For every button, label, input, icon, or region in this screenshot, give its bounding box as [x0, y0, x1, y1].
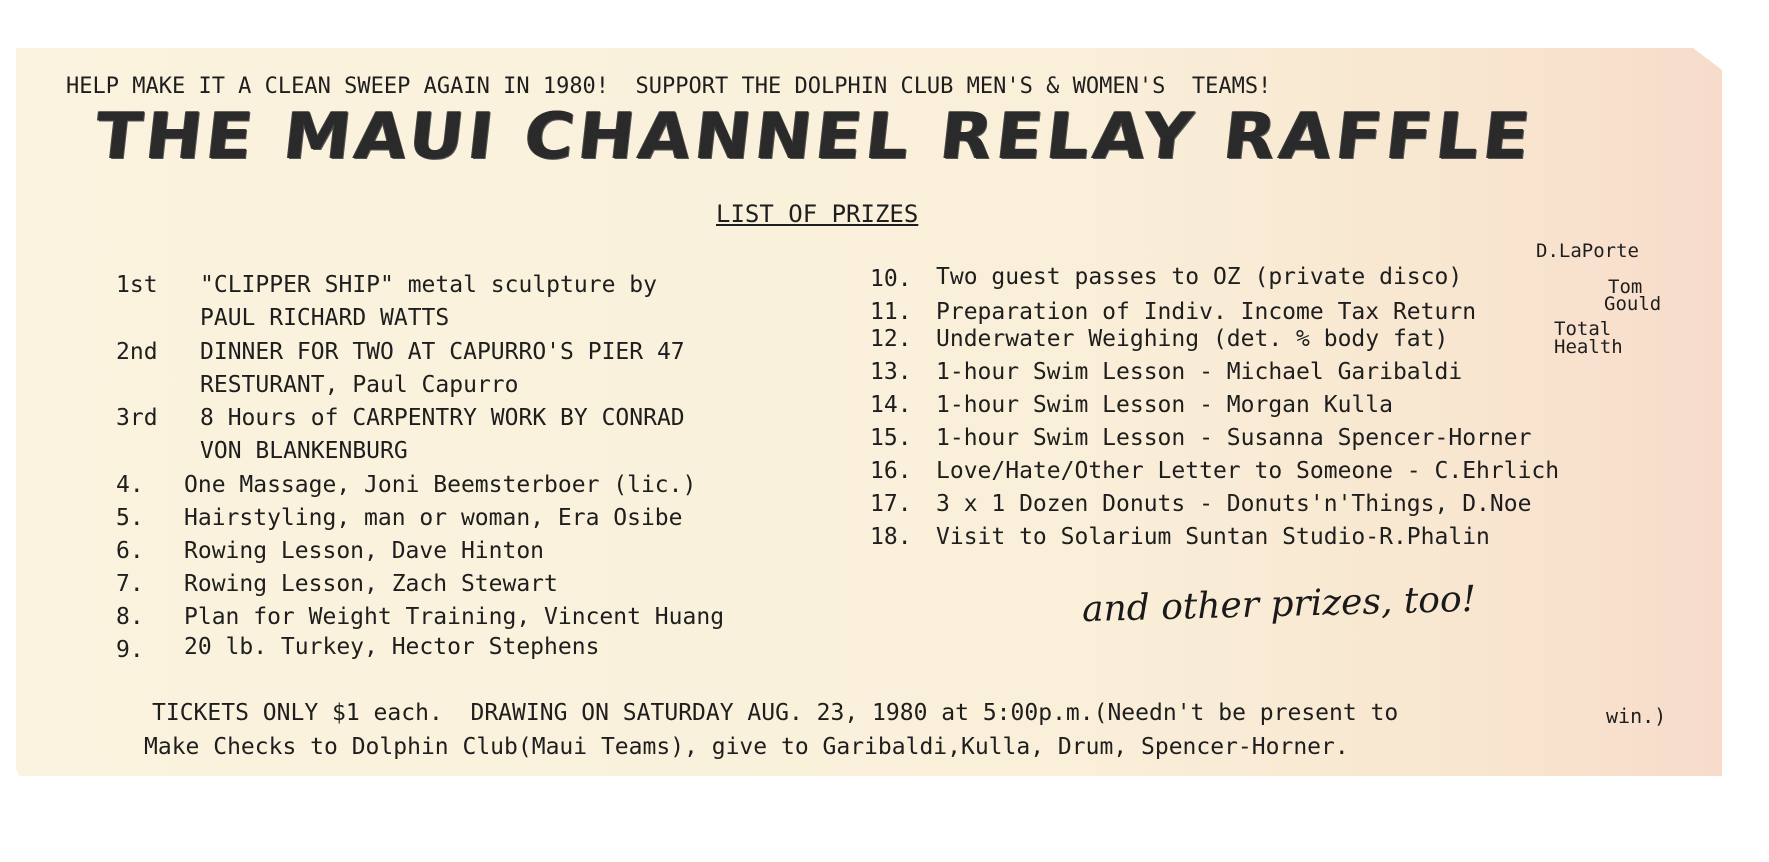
prize-2-line2: RESTURANT, Paul Capurro [200, 372, 519, 398]
prize-17-text: 3 x 1 Dozen Donuts - Donuts'n'Things, D.Noe [936, 491, 1532, 517]
top-slogan: HELP MAKE IT A CLEAN SWEEP AGAIN IN 1980! SUPPORT THE DOLPHIN CLUB MEN'S & WOMEN'S TEAMS! [66, 74, 1272, 99]
prize-9-text: 20 lb. Turkey, Hector Stephens [184, 634, 600, 660]
prize-14-text: 1-hour Swim Lesson - Morgan Kulla [936, 392, 1393, 418]
prize-15-text: 1-hour Swim Lesson - Susanna Spencer-Horner [936, 425, 1532, 451]
prize-5-number: 5. [116, 505, 144, 531]
prize-10-number: 10. [870, 266, 912, 292]
note-laporte: D.LaPorte [1536, 240, 1639, 262]
prize-3-line1: 8 Hours of CARPENTRY WORK BY CONRAD [200, 405, 685, 431]
handwritten-note: and other prizes, too! [1081, 578, 1477, 631]
prize-6-number: 6. [116, 538, 144, 564]
prize-1-number: 1st [116, 272, 158, 298]
prize-15-number: 15. [870, 425, 912, 451]
prize-13-number: 13. [870, 359, 912, 385]
prize-2-line1: DINNER FOR TWO AT CAPURRO'S PIER 47 [200, 339, 685, 365]
prize-8-text: Plan for Weight Training, Vincent Huang [184, 604, 725, 630]
prize-7-number: 7. [116, 571, 144, 597]
prize-14-number: 14. [870, 392, 912, 418]
prize-11-text: Preparation of Indiv. Income Tax Return [936, 299, 1477, 325]
prize-8-number: 8. [116, 604, 144, 630]
list-heading: LIST OF PRIZES [716, 200, 919, 228]
prize-13-text: 1-hour Swim Lesson - Michael Garibaldi [936, 359, 1463, 385]
prize-18-text: Visit to Solarium Suntan Studio-R.Phalin [936, 524, 1490, 550]
note-tom: Tom [1608, 276, 1643, 298]
raffle-title: THE MAUI CHANNEL RELAY RAFFLE [91, 100, 1538, 174]
prize-5-text: Hairstyling, man or woman, Era Osibe [184, 505, 683, 531]
prize-6-text: Rowing Lesson, Dave Hinton [184, 538, 545, 564]
prize-11-number: 11. [870, 299, 912, 325]
prize-18-number: 18. [870, 524, 912, 550]
note-health: Health [1554, 336, 1623, 358]
prize-3-line2: VON BLANKENBURG [200, 438, 408, 464]
note-total: Total [1554, 318, 1612, 340]
prize-12-number: 12. [870, 326, 912, 352]
note-gould: Gould [1604, 293, 1662, 315]
prize-10-text: Two guest passes to OZ (private disco) [936, 264, 1463, 290]
checks-info: Make Checks to Dolphin Club(Maui Teams), give to Garibaldi,Kulla, Drum, Spencer-Horner. [144, 734, 1349, 760]
prize-16-number: 16. [870, 458, 912, 484]
prize-7-text: Rowing Lesson, Zach Stewart [184, 571, 558, 597]
ticket-info-win: win.) [1606, 704, 1667, 728]
prize-16-text: Love/Hate/Other Letter to Someone - C.Ehrlich [936, 458, 1560, 484]
prize-4-text: One Massage, Joni Beemsterboer (lic.) [184, 472, 697, 498]
prize-1-line2: PAUL RICHARD WATTS [200, 305, 450, 331]
prize-9-number: 9. [116, 637, 144, 663]
ticket-info: TICKETS ONLY $1 each. DRAWING ON SATURDAY AUG. 23, 1980 at 5:00p.m.(Needn't be present to [152, 700, 1399, 726]
prize-3-number: 3rd [116, 405, 158, 431]
prize-17-number: 17. [870, 491, 912, 517]
prize-1-line1: "CLIPPER SHIP" metal sculpture by [200, 272, 657, 298]
prize-2-number: 2nd [116, 339, 158, 365]
prize-4-number: 4. [116, 472, 144, 498]
prize-12-text: Underwater Weighing (det. % body fat) [936, 326, 1449, 352]
